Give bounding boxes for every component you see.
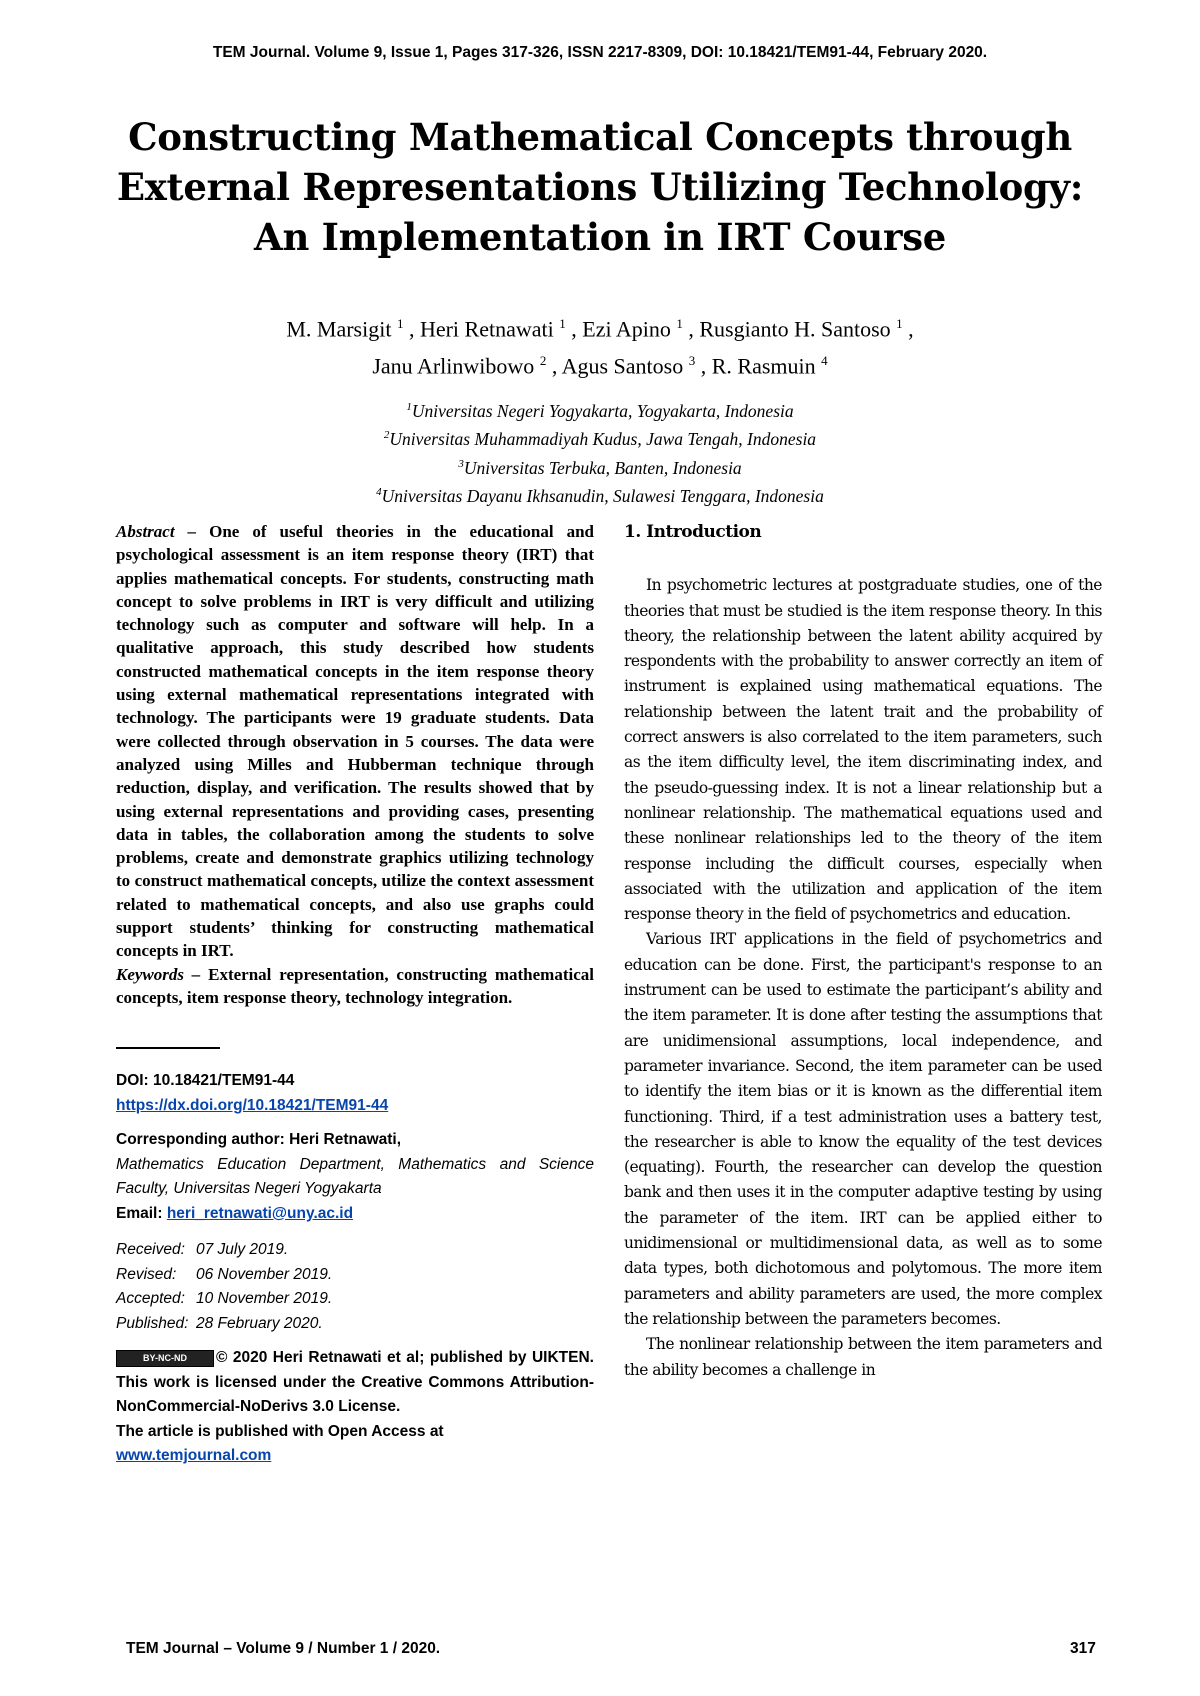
- author-name: Ezi Apino: [582, 316, 671, 342]
- license-text: © 2020 Heri Retnawati et al; published by UIKTEN. This work is licensed under the Creative Commons Attribution-NonCommercial-NoDerivs 3.0 License.: [116, 1349, 594, 1416]
- date-value: 07 July 2019.: [196, 1241, 289, 1259]
- running-head: TEM Journal. Volume 9, Issue 1, Pages 317-326, ISSN 2217-8309, DOI: 10.18421/TEM91-44, February 2020.: [212, 44, 988, 61]
- paper-title: [60, 112, 1140, 262]
- keywords-label: Keywords –: [116, 964, 201, 984]
- body-paragraph: In psychometric lectures at postgraduate studies, one of the theories that must be studied is the item response theory. In this theory, the relationship between the latent ability acquired by respondents with the probability to answer correctly an item of instrument is explained using mathematical equations. The relationship between the latent trait and the probability of correct answers is also correlated to the item parameters, such as the item difficulty level, the item discriminating index, and the pseudo-guessing index. It is not a linear relationship but a nonlinear relationship. The mathematical equations used and these nonlinear relationships led to the theory of the item response including the difficult courses, especially when associated with the utilization and application of the item response theory in the field of psychometrics and education.: [624, 576, 1102, 924]
- left-column: [116, 520, 594, 1469]
- right-column: [624, 520, 1102, 1383]
- affiliation-item: [60, 452, 1140, 480]
- author-affil-marker: 1: [676, 316, 683, 331]
- license-block: [116, 1346, 594, 1420]
- author-name: R. Rasmuin: [711, 353, 816, 379]
- open-access-text: The article is published with Open Access at: [116, 1422, 444, 1440]
- body-paragraph: The nonlinear relationship between the item parameters and the ability becomes a challenge in: [624, 1335, 1102, 1379]
- page-number: 317: [1070, 1640, 1096, 1657]
- affil-marker: 1: [406, 401, 412, 413]
- doi-text: DOI: 10.18421/TEM91-44: [116, 1072, 295, 1090]
- abstract: [116, 520, 594, 963]
- author-name: M. Marsigit: [286, 316, 392, 342]
- author-list: [60, 308, 1140, 383]
- affil-text: Universitas Negeri Yogyakarta, Yogyakarta, Indonesia: [411, 400, 794, 421]
- author-name: Janu Arlinwibowo: [372, 353, 535, 379]
- affil-marker: 4: [376, 485, 382, 498]
- author-name: Heri Retnawati: [419, 316, 554, 342]
- affil-marker: 3: [458, 457, 464, 470]
- affiliation-list: [60, 395, 1140, 508]
- affil-text: Universitas Dayanu Ikhsanudin, Sulawesi Tenggara, Indonesia: [381, 485, 824, 506]
- article-meta: [116, 1069, 594, 1469]
- journal-link[interactable]: www.temjournal.com: [116, 1447, 272, 1465]
- keywords: [116, 963, 594, 1010]
- date-label: Accepted:: [116, 1290, 185, 1308]
- date-row: [116, 1312, 594, 1337]
- affiliation-item: [60, 480, 1140, 508]
- corresponding-author: Corresponding author: Heri Retnawati,: [116, 1131, 402, 1149]
- affil-text: Universitas Terbuka, Banten, Indonesia: [463, 457, 742, 478]
- title-line: External Representations Utilizing Technology:: [116, 165, 1084, 209]
- author-affil-marker: 2: [539, 353, 547, 369]
- affil-marker: 2: [383, 429, 390, 442]
- abstract-label: Abstract –: [116, 522, 197, 541]
- corresponding-affiliation: Mathematics Education Department, Mathematics and Science Faculty, Universitas Negeri Yogyakarta: [116, 1155, 594, 1198]
- author-affil-marker: 1: [396, 316, 404, 331]
- author-affil-marker: 1: [559, 316, 566, 331]
- author-line-1: M. Marsigit $^1$ , Heri Retnawati $^1$ , Ezi Apino $^1$ , Rusgianto H. Santoso $^1$ ,: [286, 316, 914, 342]
- email-row: [116, 1202, 594, 1227]
- email-link[interactable]: heri_retnawati@uny.ac.id: [166, 1204, 354, 1222]
- affiliation-item: [60, 423, 1140, 451]
- footer-journal: TEM Journal – Volume 9 / Number 1 / 2020.: [126, 1640, 441, 1657]
- date-row: [116, 1287, 594, 1312]
- date-label: Received:: [116, 1241, 185, 1259]
- date-row: [116, 1263, 594, 1288]
- author-name: Agus Santoso: [561, 353, 684, 379]
- email-label: Email:: [116, 1204, 163, 1222]
- author-affil-marker: 4: [821, 353, 828, 369]
- body-paragraph: Various IRT applications in the field of psychometrics and education can be done. First, the participant's response to an instrument can be used to estimate the participant’s ability and the item parameter. It is done after testing the assumptions that are unidimensional assumptions, local independence, and parameter invariance. Second, the item parameter can be used to identify the item bias or it is known as the differential item functioning. Third, if a test administration uses a battery test, the researcher is able to know the equality of the test devices (equating). Fourth, the researcher can develop the question bank and then uses it in the computer adaptive testing by using the parameter of the item. IRT can be applied either to unidimensional or multidimensional data, as well as to some data types, both dichotomous and polytomous. The more item parameters and ability parameters are used, the more complex the relationship between the parameters becomes.: [624, 930, 1102, 1328]
- footnote-divider: [116, 1047, 220, 1049]
- cc-license-icon: BY-NC-ND: [116, 1350, 214, 1367]
- title-line: An Implementation in IRT Course: [254, 215, 946, 259]
- keywords-text: External representation, constructing mathematical concepts, item response theory, technology integration.: [116, 964, 594, 1007]
- date-label: Published:: [116, 1314, 189, 1332]
- section-heading: 1. Introduction: [624, 522, 762, 542]
- date-label: Revised:: [116, 1265, 177, 1283]
- date-value: 10 November 2019.: [196, 1290, 333, 1308]
- affil-text: Universitas Muhammadiyah Kudus, Jawa Tengah, Indonesia: [389, 429, 817, 450]
- date-row: [116, 1238, 594, 1263]
- affiliation-item: [60, 395, 1140, 423]
- author-line-2: Janu Arlinwibowo $^2$ , Agus Santoso $^3$ , R. Rasmuin $^4$: [372, 353, 828, 379]
- title-line: Constructing Mathematical Concepts through: [128, 115, 1072, 159]
- doi-link[interactable]: https://dx.doi.org/10.18421/TEM91-44: [116, 1096, 389, 1114]
- author-name: Rusgianto H. Santoso: [699, 316, 891, 342]
- author-affil-marker: 1: [896, 316, 903, 331]
- author-affil-marker: 3: [688, 353, 696, 369]
- date-value: 06 November 2019.: [196, 1265, 333, 1283]
- abstract-text: One of useful theories in the educational and psychological assessment is an item response theory (IRT) that applies mathematical concepts. For students, constructing math concept to solve problems in IRT is very difficult and utilizing technology such as computer and software will help. In a qualitative approach, this study described how students constructed mathematical concepts in the item response theory using external mathematical representations integrated with technology. The participants were 19 graduate students. Data were collected through observation in 5 courses. The data were analyzed using Milles and Hubberman technique through reduction, display, and verification. The results showed that by using external representations and providing cases, presenting data in tables, the collaboration among the students to solve problems, create and demonstrate graphics utilizing technology to construct mathematical concepts, utilize the context assessment related to mathematical concepts, and also use graphs could support students’ thinking for constructing mathematical concepts in IRT.: [116, 522, 595, 961]
- date-list: [116, 1238, 594, 1336]
- date-value: 28 February 2020.: [196, 1314, 323, 1332]
